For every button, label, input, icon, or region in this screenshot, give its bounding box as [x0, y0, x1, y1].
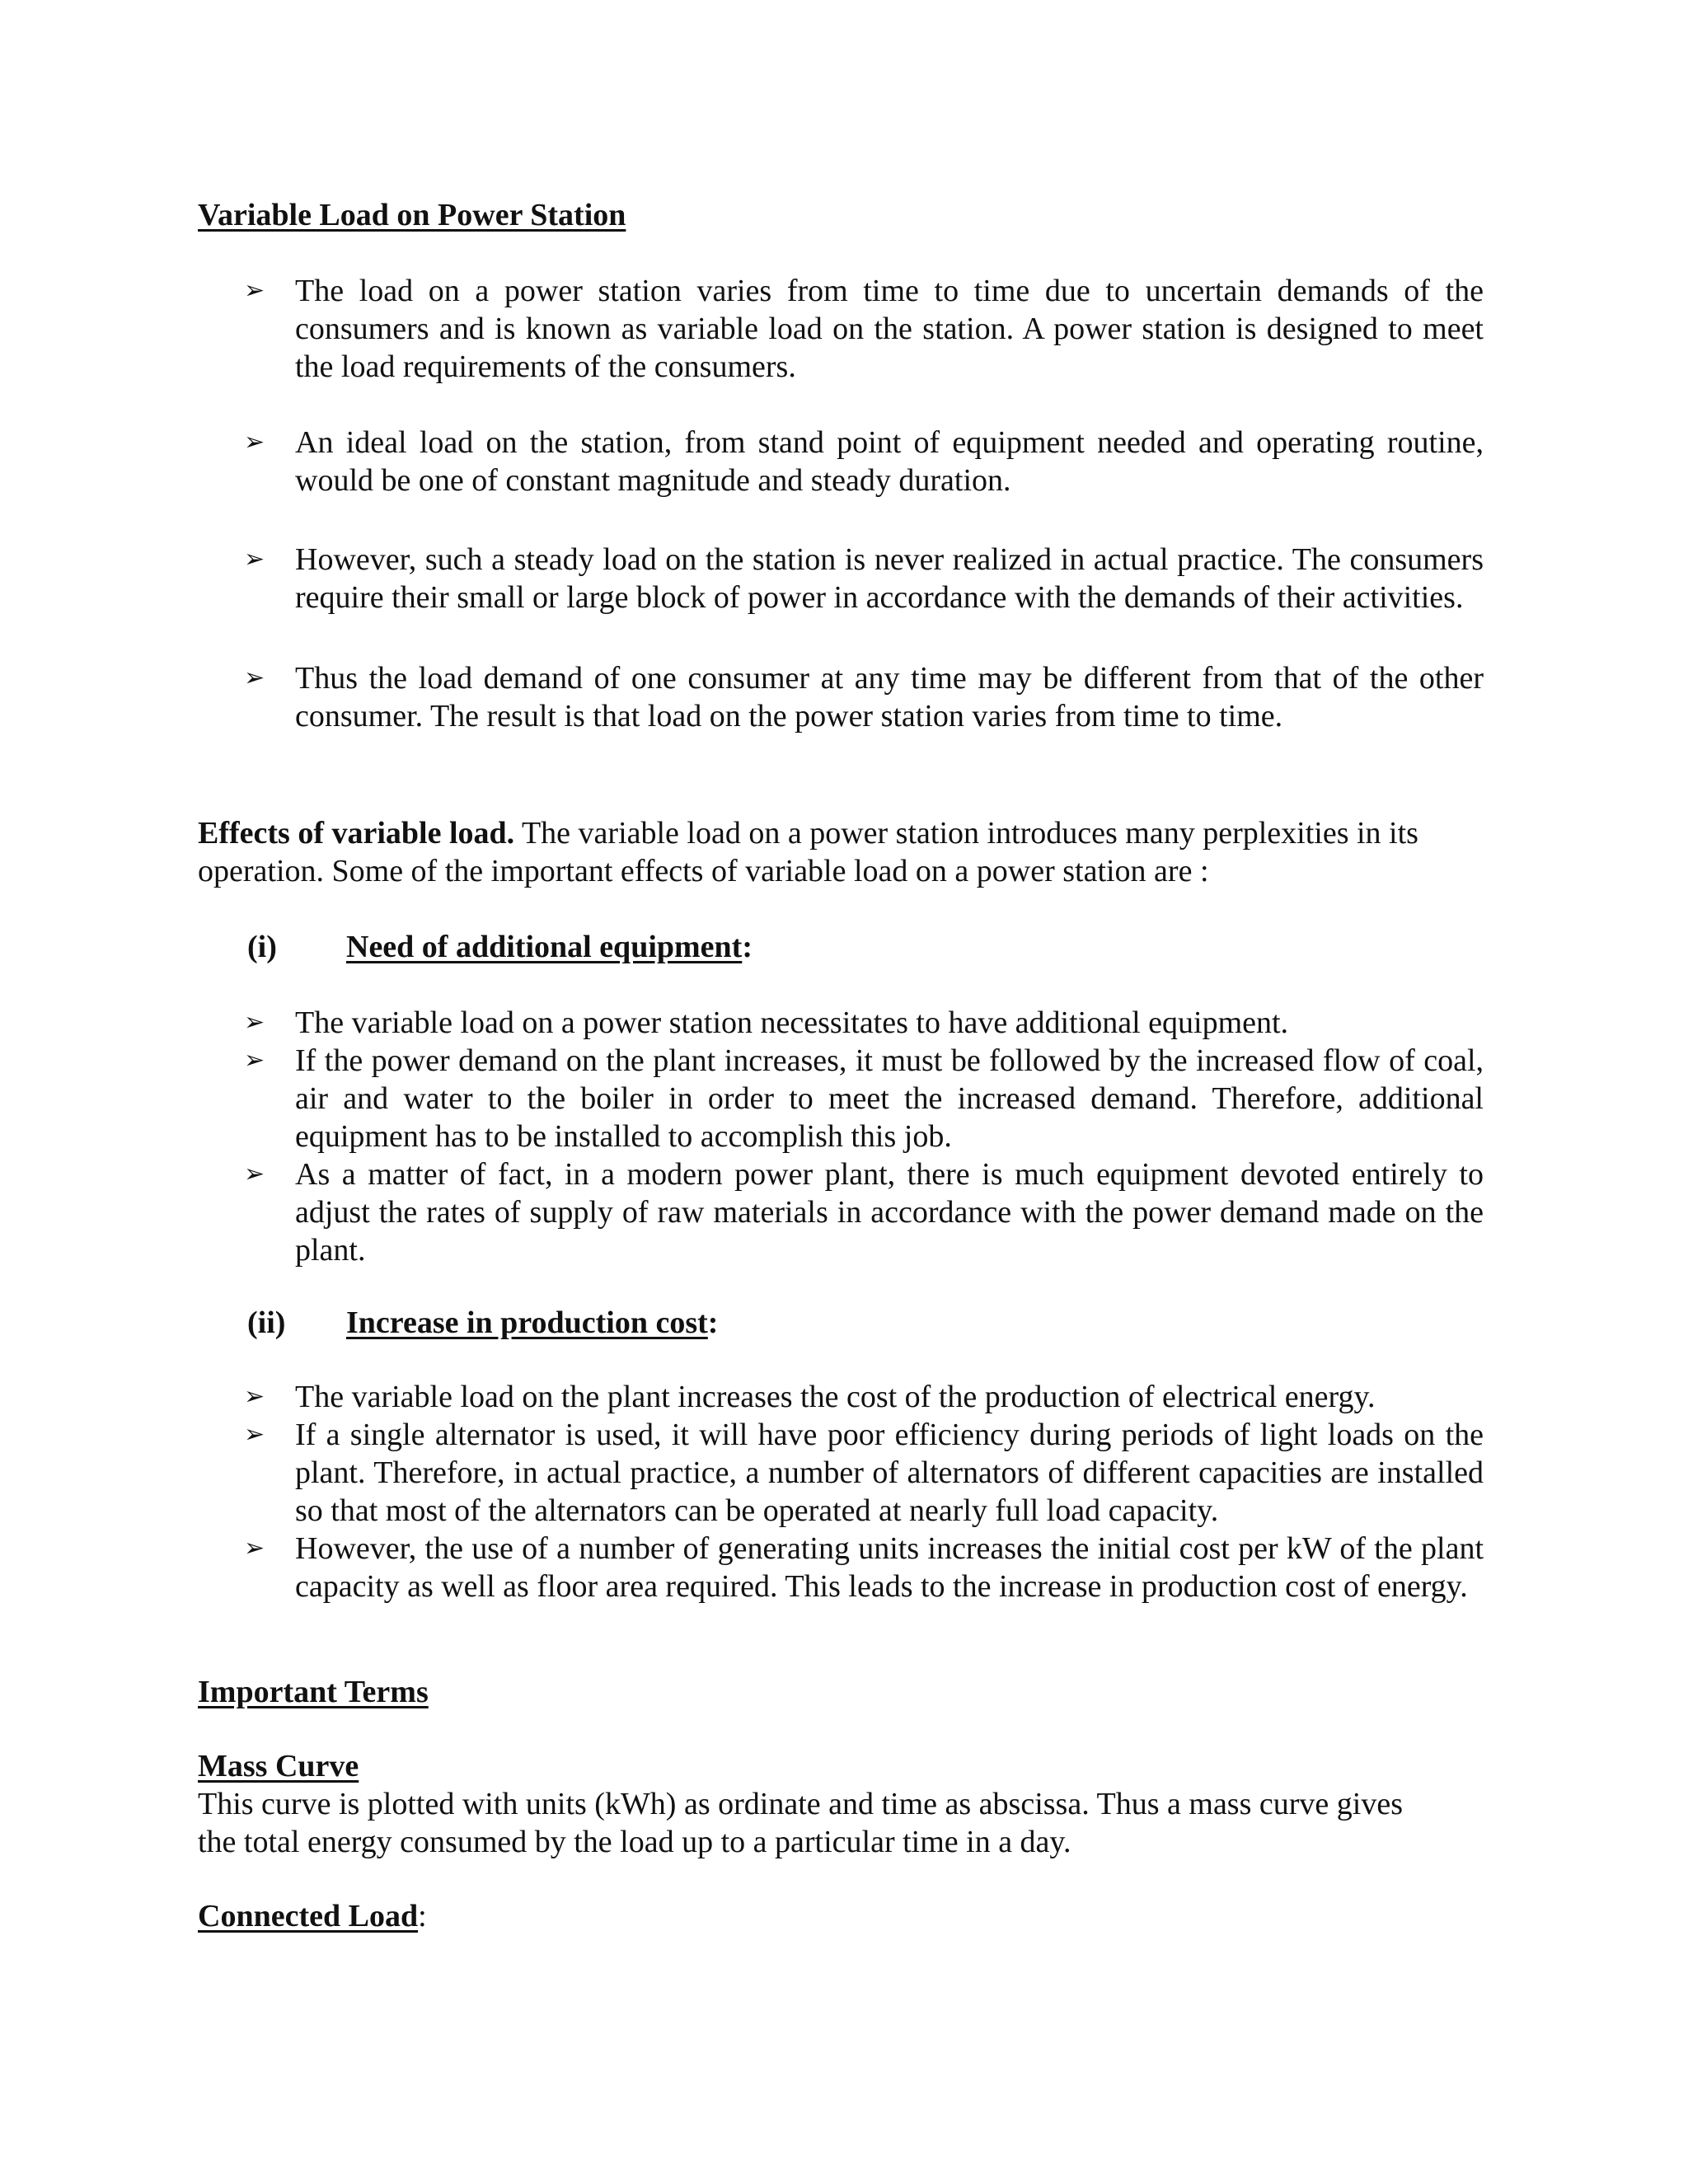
arrow-bullet-icon: ➢ — [244, 1420, 265, 1449]
section-i-heading — [247, 928, 753, 966]
list-item — [198, 1155, 1484, 1269]
section-colon: : — [742, 930, 753, 964]
list-item — [198, 424, 1484, 499]
intro-bullet-list — [198, 272, 1484, 735]
list-item — [198, 659, 1484, 735]
important-terms-heading: Important Terms — [198, 1675, 429, 1709]
bullet-text: The variable load on a power station necessitates to have additional equipment. — [295, 1005, 1289, 1040]
list-item — [198, 1416, 1484, 1530]
list-item — [198, 1042, 1484, 1155]
effects-paragraph — [198, 814, 1484, 890]
mass-curve-text: This curve is plotted with units (kWh) as ordinate and time as abscissa. Thus a mass curve gives the total energy consumed by the load up to a particular time in a day. — [198, 1787, 1403, 1859]
bullet-text: However, such a steady load on the station is never realized in actual practice. The consumers require their small or large block of power in accordance with the demands of their activities. — [295, 542, 1484, 615]
section-i-bullet-list — [198, 1004, 1484, 1269]
arrow-bullet-icon: ➢ — [244, 663, 265, 692]
section-title: Increase in production cost — [346, 1305, 708, 1340]
list-item — [198, 541, 1484, 616]
arrow-bullet-icon: ➢ — [244, 428, 265, 457]
section-ii-bullet-list — [198, 1378, 1484, 1605]
list-item — [198, 1530, 1484, 1605]
section-number: (ii) — [247, 1305, 286, 1340]
mass-curve-heading: Mass Curve — [198, 1749, 359, 1783]
bullet-text: The variable load on the plant increases the cost of the production of electrical energy. — [295, 1380, 1376, 1414]
bullet-text: The load on a power station varies from time to time due to uncertain demands of the consumers and is known as variable load on the station. A power station is designed to meet the load requirements of the consumers. — [295, 274, 1484, 384]
bullet-text: If the power demand on the plant increases, it must be followed by the increased flow of coal, air and water to the boiler in order to meet the increased demand. Therefore, additional equipment has to be installed to accomplish this job. — [295, 1043, 1484, 1154]
bullet-text: However, the use of a number of generating units increases the initial cost per kW of the plant capacity as well as floor area required. This leads to the increase in production cost of energy. — [295, 1531, 1484, 1604]
bullet-text: If a single alternator is used, it will have poor efficiency during periods of light loads on the plant. Therefore, in actual practice, a number of alternators of different capacities are installed so that most of the alternators can be operated at nearly full load capacity. — [295, 1418, 1484, 1528]
arrow-bullet-icon: ➢ — [244, 545, 265, 574]
arrow-bullet-icon: ➢ — [244, 1382, 265, 1411]
section-title: Need of additional equipment — [346, 930, 743, 964]
list-item — [198, 1004, 1484, 1042]
section-colon: : — [707, 1305, 719, 1340]
list-item — [198, 272, 1484, 386]
bullet-text: As a matter of fact, in a modern power plant, there is much equipment devoted entirely to adjust the rates of supply of raw materials in accordance with the power demand made on the plant. — [295, 1157, 1484, 1268]
section-ii-heading — [247, 1304, 718, 1342]
arrow-bullet-icon: ➢ — [244, 1008, 265, 1037]
list-item — [198, 1378, 1484, 1416]
page-title: Variable Load on Power Station — [198, 198, 626, 232]
connected-load-heading — [198, 1897, 1484, 1935]
arrow-bullet-icon: ➢ — [244, 276, 265, 305]
connected-load-colon: : — [418, 1899, 427, 1933]
arrow-bullet-icon: ➢ — [244, 1160, 265, 1188]
effects-text: The variable load on a power station introduces many perplexities in its operation. Some of the important effects of variable load on a power station are : — [198, 816, 1418, 888]
section-number: (i) — [247, 930, 277, 964]
connected-load-title: Connected Load — [198, 1899, 419, 1933]
arrow-bullet-icon: ➢ — [244, 1046, 265, 1075]
bullet-text: Thus the load demand of one consumer at any time may be different from that of the other consumer. The result is that load on the power station varies from time to time. — [295, 661, 1484, 733]
effects-lead: Effects of variable load. — [198, 816, 515, 851]
arrow-bullet-icon: ➢ — [244, 1534, 265, 1563]
bullet-text: An ideal load on the station, from stand point of equipment needed and operating routine, would be one of constant magnitude and steady duration. — [295, 425, 1484, 498]
